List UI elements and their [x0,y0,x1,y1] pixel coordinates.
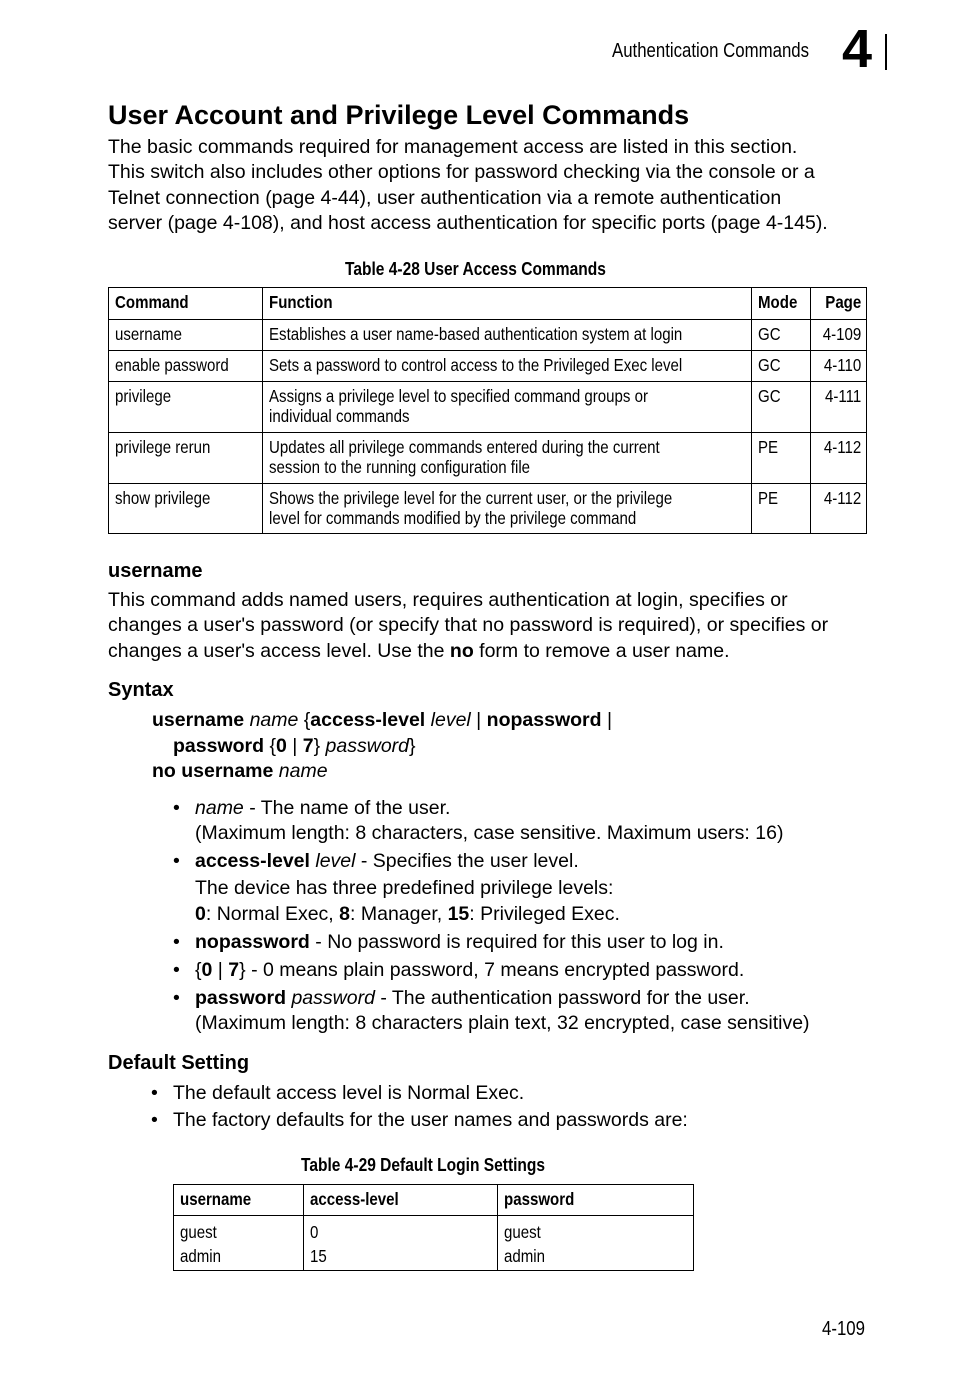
header-page: Page [811,288,867,320]
mode-cell: PE [757,488,778,508]
username-description: This command adds named users, requires authentication at login, specifies or changes a user's password (or specify that no password is required), or specifies or changes a user's access level. Use the no form to remove a user name. [108,589,829,662]
command-cell: show privilege [115,488,211,508]
header-function: Function [263,288,752,320]
page-cell: 4-109 [823,324,862,344]
function-cell: Shows the privilege level for the current user, or the privilege level for commands modified by the privilege command [269,488,673,528]
table-29-caption: Table 4-29 Default Login Settings [301,1154,546,1175]
header-access-level: access-level [303,1185,498,1216]
header-mode: Mode [751,288,811,320]
table-header-row [109,288,867,320]
page-cell: 4-112 [824,488,862,508]
mode-cell: GC [757,324,781,344]
page-cell: 4-110 [824,355,862,375]
syntax-line-3: no username name [152,760,328,782]
page-number: 4-109 [822,1318,865,1340]
header-password: password [498,1185,694,1216]
page-cell: 4-112 [824,437,862,457]
function-cell: Updates all privilege commands entered during the current session to the running configuration file [269,437,660,477]
param-password: • password password - The authentication password for the user. (Maximum length: 8 characters plain text, 32 encrypted, case sensitive) [173,987,810,1035]
user-access-commands-table [108,287,867,534]
mode-cell: GC [757,355,781,375]
param-nopassword: • nopassword - No password is required for this user to log in. [173,931,724,953]
table-row [109,351,867,382]
page-cell: 4-111 [825,386,862,406]
username-heading: username [108,560,203,582]
table-row [109,484,867,534]
header-username: username [174,1185,304,1216]
function-cell: Sets a password to control access to the Privileged Exec level [269,355,683,375]
access-level-cell: 0 15 [309,1222,327,1266]
table-row [109,382,867,433]
header-command: Command [109,288,263,320]
default-item-2: • The factory defaults for the user names and passwords are: [151,1109,688,1131]
function-cell: Establishes a user name-based authentication system at login [269,324,683,344]
mode-cell: PE [757,437,778,457]
command-cell: privilege [115,386,172,406]
syntax-line-1: username name {access-level level | nopassword | [152,709,613,731]
command-cell: privilege rerun [115,437,211,457]
command-cell: enable password [115,355,229,375]
table-header-row [174,1185,694,1216]
default-setting-heading: Default Setting [108,1052,250,1074]
table-28-caption: Table 4-28 User Access Commands [345,258,606,279]
table-row [174,1216,694,1271]
param-access-level: • access-level level - Specifies the user level. The device has three predefined privilege levels: 0: Normal Exec, 8: Manager, 15: Privileged Exec. [173,850,620,925]
function-cell: Assigns a privilege level to specified command groups or individual commands [269,386,649,426]
default-login-settings-table [173,1184,694,1271]
username-cell: guest admin [180,1222,222,1266]
chapter-rule [885,34,887,70]
chapter-number: 4 [842,19,873,79]
table-row [109,433,867,484]
running-header: Authentication Commands [612,40,810,62]
default-item-1: • The default access level is Normal Exec. [151,1082,525,1104]
param-encryption: • {0 | 7} - 0 means plain password, 7 means encrypted password. [173,959,745,981]
syntax-line-2: password {0 | 7} password} [173,735,416,757]
param-name: • name - The name of the user. (Maximum length: 8 characters, case sensitive. Maximum users: 16) [173,797,784,845]
mode-cell: GC [757,386,781,406]
intro-paragraph: The basic commands required for management access are listed in this section. This switch also includes other options for password checking via the console or a Telnet connection (page 4-44), user authentication via a remote authentication server (page 4-108), and host access authentication for specific ports (page 4-145). [108,136,828,234]
table-row [109,320,867,351]
command-cell: username [115,324,182,344]
password-cell: guest admin [504,1222,546,1266]
page-title: User Account and Privilege Level Commands [108,100,690,130]
syntax-heading: Syntax [108,679,174,701]
